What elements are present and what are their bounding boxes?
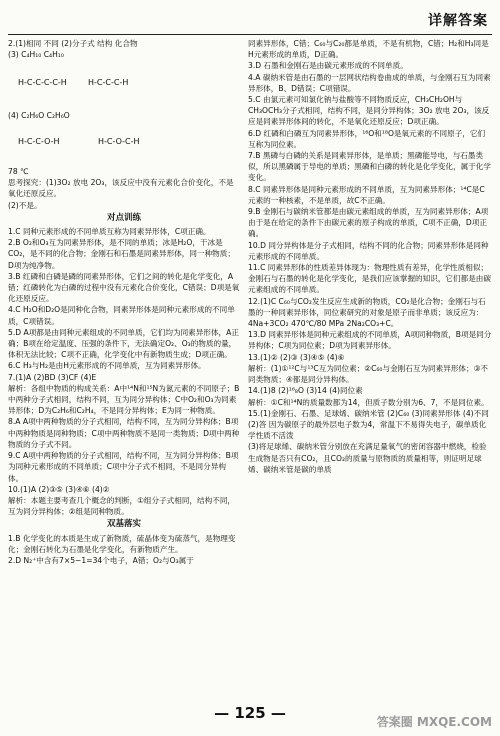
text-line: 5.D A项都是由同种元素组成的不同单质，它们均为同素异形体，A正确；B项在给定温度、压强的条件下，无法确定O₂、O₃的物质的量，体积无法比较；C项不正确，化学变化中有新物质生成；D项正确。 bbox=[8, 327, 239, 360]
section-title: 双基落实 bbox=[106, 519, 141, 530]
text-line: (3) C₄H₁₀ C₄H₁₀ bbox=[8, 50, 64, 60]
text-line: 11.C 同素异形体的性质差异体现为：物理性质有差异，化学性质相似；金刚石与石墨的转化是化学变化，是我们应该掌握的知识，它们都是由碳元素组成的不同单质。 bbox=[248, 263, 491, 295]
page-number: — 125 — bbox=[214, 704, 286, 722]
svg-text:H-C-C-C-H: H-C-C-C-H bbox=[88, 78, 129, 88]
text-line: (4) C₂H₆O C₂H₆O bbox=[8, 110, 70, 120]
text-line: 15.(1)金刚石、石墨、足球烯、碳纳米管 (2)C₆₀ (3)同素异形体 (4)不同 bbox=[248, 408, 489, 418]
text-line: 2.B O₂和O₃互为同素异形体，是不同的单质；冰是H₂O，干冰是CO₂，是不同的化合物；金刚石和石墨是同素异形体，同一种物质；D项为纯净物。 bbox=[8, 238, 235, 270]
svg-text:H-C-C-O-H: H-C-C-O-H bbox=[18, 136, 60, 146]
text-line: 13.D 同素异形体是同种元素组成的不同单质，A项同种物质，B项是同分异构体；C项为同位素；D项为同素异形体。 bbox=[248, 330, 492, 351]
text-line: 13.(1)② (2)③ (3)④⑤ (4)⑥ bbox=[248, 352, 345, 362]
butane-structure bbox=[8, 63, 228, 103]
text-line: 4.C H₂O和D₂O是同种化合物，同素异形体是同种元素形成的不同单质，C项错误。 bbox=[8, 305, 235, 326]
text-line: 12.(1)C C₆₀与CO₂发生反应生成新的物质，CO₂是化合物；金刚石与石墨的一种同素异形体，同位素研究的对象是原子而非单质；该反应为：4Na+3CO₂ 470℃/80 MPa 2Na₂CO₃+C。 bbox=[248, 296, 486, 329]
text-line: 5.C 由氯元素可知氯化钠与盐酸等不同物质反应，CH₃CH₂OH与CH₃OCH₃分子式相同，结构不同，是同分异构体；3O₂ 放电 2O₃，该反应是同素异形体间的转化，不是氧化还原反应；D项正确。 bbox=[248, 95, 490, 127]
watermark-text: 答案圈 MXQE.COM bbox=[376, 715, 492, 729]
header-rule bbox=[8, 34, 492, 35]
text-line: 10.D 同分异构体是分子式相同，结构不同的化合物；同素异形体是同种元素形成的不同单质。 bbox=[248, 240, 489, 261]
text-line: 78 ℃ bbox=[8, 167, 29, 177]
text-line: 1.C 同种元素形成的不同单质互称为同素异形体，C项正确。 bbox=[8, 227, 211, 237]
section-title: 对点训练 bbox=[106, 212, 141, 223]
text-line: 思考探究：(1)3O₂ 放电 2O₃，该反应中没有元素化合价变化，不是氧化还原反应。 bbox=[8, 178, 234, 199]
text-line: 9.C A项中两种物质的分子式相同，结构不同，互为同分异构体；B项为同种元素形成的不同单质；C项中分子式不相同，不是同分异构体。 bbox=[8, 451, 239, 483]
ethanol-structure bbox=[8, 124, 228, 160]
text-line: 3.D 石墨和金刚石是由碳元素形成的不同单质。 bbox=[248, 61, 408, 71]
text-line: 1.B 化学变化的本质是生成了新物质，硫晶体变为硫蒸气，是物理变化；金刚石转化为石墨是化学变化，有新物质产生。 bbox=[8, 533, 236, 554]
text-line: 解析：各组中物质的构成关系：A中¹⁴N和¹⁵N为氮元素的不同原子；B中两种分子式相同，结构不同，互为同分异构体；C中O₂和O₃为同素异形体；D为C₂H₆和C₂H₄，不是同分异构体；E为同一种物质。 bbox=[8, 383, 240, 416]
text-line: 4.A 碳纳米管是由石墨的一层网状结构卷曲成的单质，与金刚石互为同素异形体，B、D错误；C项错误。 bbox=[248, 72, 491, 93]
text-line: (2)答 因为碳原子的最外层电子数为4，常温下不易得失电子，碳单质化学性质不活泼 bbox=[248, 419, 487, 441]
watermark bbox=[377, 713, 492, 730]
text-line: 10.(1)A (2)③⑤ (3)④⑥ (4)② bbox=[8, 484, 110, 494]
text-line: 9.B 金刚石与碳纳米管都是由碳元素组成的单质，互为同素异形体；A项由于是在给定的条件下由碳元素的原子构成的单质，C项不正确，D项正确。 bbox=[248, 207, 489, 239]
text-line: 解析：本题主要考查几个概念的判断，①组分子式相同，结构不同，互为同分异构体；②组是同种物质。 bbox=[8, 495, 236, 517]
text-line: 6.C H₃与H₂是由H元素形成的不同单质，互为同素异形体。 bbox=[8, 361, 206, 371]
svg-text:H-C-C-C-C-H: H-C-C-C-C-H bbox=[18, 78, 67, 88]
right-column bbox=[248, 38, 492, 475]
text-line: 同素异形体，C错；C₆₀与C₂₀都是单质，不是有机物，C错；H₂和H₃同是H元素形成的单质，D正确。 bbox=[248, 39, 489, 60]
text-line: 14.(1)8 (2)¹⁶₈O (3)14 (4)同位素 bbox=[248, 386, 363, 396]
left-column bbox=[8, 38, 240, 566]
text-line: 3.B 红磷和白磷是磷的同素异形体，它们之间的转化是化学变化，A错；红磷转化为白磷的过程中没有元素化合价变化，C错误；D项是氧化还原反应。 bbox=[8, 271, 240, 304]
page-title: 详解答案 bbox=[428, 13, 488, 29]
text-line: 6.D 红磷和白磷互为同素异形体，¹⁶O和¹⁸O是氧元素的不同原子，它们互称为同位素。 bbox=[248, 128, 486, 149]
text-line: 2.(1)相同 不同 (2)分子式 结构 化合物 bbox=[8, 39, 138, 48]
page-header bbox=[0, 0, 500, 34]
text-line: 8.C 同素异形体是同种元素形成的不同单质，互为同素异形体；¹⁴C是C元素的一种核素，不是单质，故C不正确。 bbox=[248, 184, 485, 205]
text-line: 解析：①C和¹⁴N的质量数都为14，但质子数分别为6、7，不是同位素。 bbox=[248, 397, 489, 407]
text-line: (2)不是。 bbox=[8, 200, 42, 210]
text-line: 2.D N₂⁺中含有7×5−1=34个电子，A错；O₂与O₃属于 bbox=[8, 555, 194, 565]
text-line: 解析：(1)①¹²C与¹³C互为同位素；②C₆₀与金刚石互为同素异形体；③不同类物质；④都是同分异构体。 bbox=[248, 363, 489, 385]
text-line: 7.B 黑磷与白磷的关系是同素异形体，是单质；黑磷能导电，与石墨类似，所以黑磷属于导电的单质；黑磷和白磷的转化是化学变化，属于化学变化。 bbox=[248, 151, 491, 183]
text-line: 8.A A项中两种物质的分子式相同，结构不同，互为同分异构体；B项中两种物质是同种物质；C项中两种物质不是同一类物质；D项中两种物质的分子式不同。 bbox=[8, 417, 240, 449]
text-line: (3)将足球烯、碳纳米管分别放在充满足量氧气的密闭容器中燃烧，检验生成物是否只有CO₂，且CO₂的质量与原物质的质量相等，则证明足球烯、碳纳米管是碳的单质 bbox=[248, 442, 487, 474]
svg-text:H-C-O-C-H: H-C-O-C-H bbox=[98, 136, 140, 146]
text-line: 7.(1)A (2)BD (3)CF (4)E bbox=[8, 372, 97, 382]
